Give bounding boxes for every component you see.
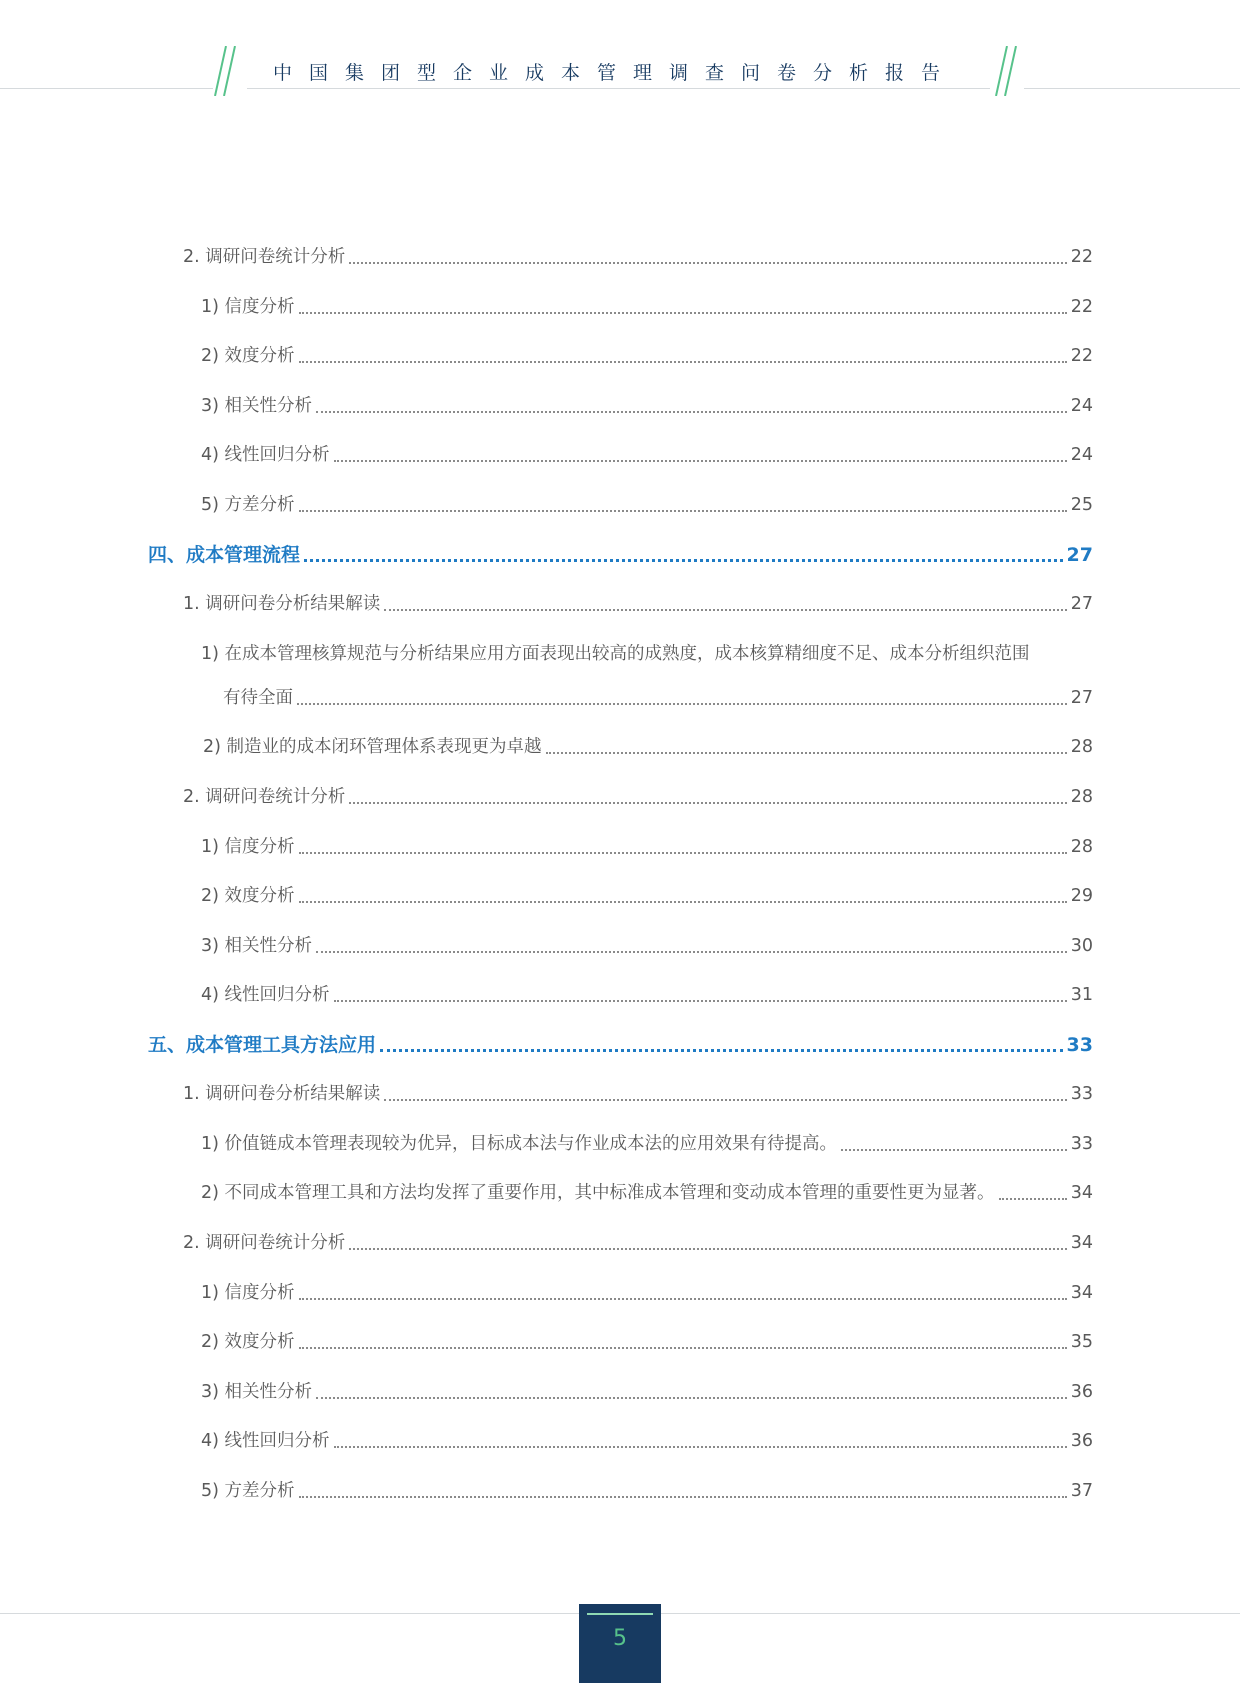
dot-leader	[316, 1397, 1067, 1399]
dot-leader	[299, 1496, 1067, 1498]
dot-leader	[299, 312, 1067, 314]
right-slash-ornament	[990, 46, 1024, 96]
dot-leader	[349, 1248, 1066, 1250]
toc-entry[interactable]: 4) 线性回归分析 36	[201, 1431, 1093, 1451]
toc-entry-wrapped-first-line[interactable]: 1) 在成本管理核算规范与分析结果应用方面表现出较高的成熟度，成本核算精细度不足、成本分析组织范围	[201, 644, 1030, 664]
toc-page-number: 34	[1070, 1183, 1093, 1203]
page-tab-rule	[587, 1613, 653, 1615]
toc-entry[interactable]: 1) 信度分析 28	[201, 837, 1093, 857]
toc-entry[interactable]: 3) 相关性分析 24	[201, 396, 1093, 416]
toc-page-number: 28	[1070, 837, 1093, 857]
toc-entry[interactable]: 2) 效度分析 29	[201, 886, 1093, 906]
dot-leader	[384, 1099, 1066, 1101]
toc-chapter-entry[interactable]: 四、成本管理流程 27	[148, 544, 1093, 566]
toc-entry[interactable]: 1) 价值链成本管理表现较为优异，目标成本法与作业成本法的应用效果有待提高。 33	[201, 1134, 1093, 1154]
dot-leader	[299, 1347, 1067, 1349]
dot-leader	[334, 1000, 1067, 1002]
toc-page-number: 22	[1070, 247, 1093, 267]
toc-entry[interactable]: 4) 线性回归分析 24	[201, 445, 1093, 465]
left-slash-ornament	[213, 46, 247, 96]
toc-page-number: 28	[1070, 787, 1093, 807]
toc-page-number: 33	[1070, 1134, 1093, 1154]
toc-page-number: 36	[1070, 1431, 1093, 1451]
toc-page-number: 36	[1070, 1382, 1093, 1402]
dot-leader	[316, 951, 1067, 953]
dot-leader	[299, 361, 1067, 363]
toc-entry[interactable]: 2) 制造业的成本闭环管理体系表现更为卓越 28	[203, 737, 1093, 757]
dot-leader	[299, 1298, 1067, 1300]
toc-page-number: 22	[1070, 346, 1093, 366]
toc-entry[interactable]: 2) 效度分析 22	[201, 346, 1093, 366]
report-title: 中国集团型企业成本管理调查问卷分析报告	[272, 62, 957, 84]
toc-page-number: 34	[1070, 1233, 1093, 1253]
toc-page-number: 24	[1070, 445, 1093, 465]
toc-entry[interactable]: 5) 方差分析 37	[201, 1481, 1093, 1501]
toc-entry[interactable]: 1. 调研问卷分析结果解读 33	[183, 1084, 1093, 1104]
toc-entry[interactable]: 2) 不同成本管理工具和方法均发挥了重要作用，其中标准成本管理和变动成本管理的重要性更为显著。 34	[201, 1183, 1093, 1203]
toc-page-number: 24	[1070, 396, 1093, 416]
toc-page-number: 22	[1070, 297, 1093, 317]
toc-page-number: 33	[1070, 1084, 1093, 1104]
toc-page-number: 28	[1070, 737, 1093, 757]
toc-entry[interactable]: 1) 信度分析 34	[201, 1283, 1093, 1303]
dot-leader	[334, 1446, 1067, 1448]
toc-page-number: 27	[1070, 594, 1093, 614]
dot-leader	[384, 609, 1066, 611]
toc-entry[interactable]: 3) 相关性分析 30	[201, 936, 1093, 956]
toc-page-number: 30	[1070, 936, 1093, 956]
dot-leader	[316, 411, 1067, 413]
toc-entry[interactable]: 1. 调研问卷分析结果解读 27	[183, 594, 1093, 614]
toc-entry[interactable]: 2. 调研问卷统计分析 22	[183, 247, 1093, 267]
dot-leader	[334, 460, 1067, 462]
toc-page-number: 27	[1066, 544, 1093, 566]
dot-leader	[299, 510, 1067, 512]
dot-leader	[299, 901, 1067, 903]
dot-leader	[299, 852, 1067, 854]
toc-page-number: 34	[1070, 1283, 1093, 1303]
page-header	[0, 0, 1240, 100]
toc-entry[interactable]: 5) 方差分析 25	[201, 495, 1093, 515]
dot-leader	[304, 559, 1063, 562]
header-divider	[0, 88, 1240, 89]
page-number: 5	[613, 1626, 627, 1651]
dot-leader	[546, 752, 1067, 754]
dot-leader	[380, 1049, 1063, 1052]
toc-entry-continuation[interactable]: 有待全面 27	[223, 688, 1093, 708]
toc-entry[interactable]: 3) 相关性分析 36	[201, 1382, 1093, 1402]
dot-leader	[841, 1149, 1067, 1151]
toc-entry[interactable]: 4) 线性回归分析 31	[201, 985, 1093, 1005]
toc-page-number: 37	[1070, 1481, 1093, 1501]
toc-entry[interactable]: 2) 效度分析 35	[201, 1332, 1093, 1352]
toc-chapter-entry[interactable]: 五、成本管理工具方法应用 33	[148, 1034, 1093, 1056]
dot-leader	[297, 703, 1067, 705]
toc-entry[interactable]: 2. 调研问卷统计分析 28	[183, 787, 1093, 807]
toc-page-number: 25	[1070, 495, 1093, 515]
toc-page-number: 27	[1070, 688, 1093, 708]
dot-leader	[999, 1198, 1067, 1200]
dot-leader	[349, 802, 1066, 804]
toc-page-number: 31	[1070, 985, 1093, 1005]
toc-page-number: 33	[1066, 1034, 1093, 1056]
dot-leader	[349, 262, 1066, 264]
toc-page-number: 35	[1070, 1332, 1093, 1352]
toc-entry[interactable]: 1) 信度分析 22	[201, 297, 1093, 317]
toc-page-number: 29	[1070, 886, 1093, 906]
page-number-tab	[579, 1604, 661, 1683]
toc-entry[interactable]: 2. 调研问卷统计分析 34	[183, 1233, 1093, 1253]
